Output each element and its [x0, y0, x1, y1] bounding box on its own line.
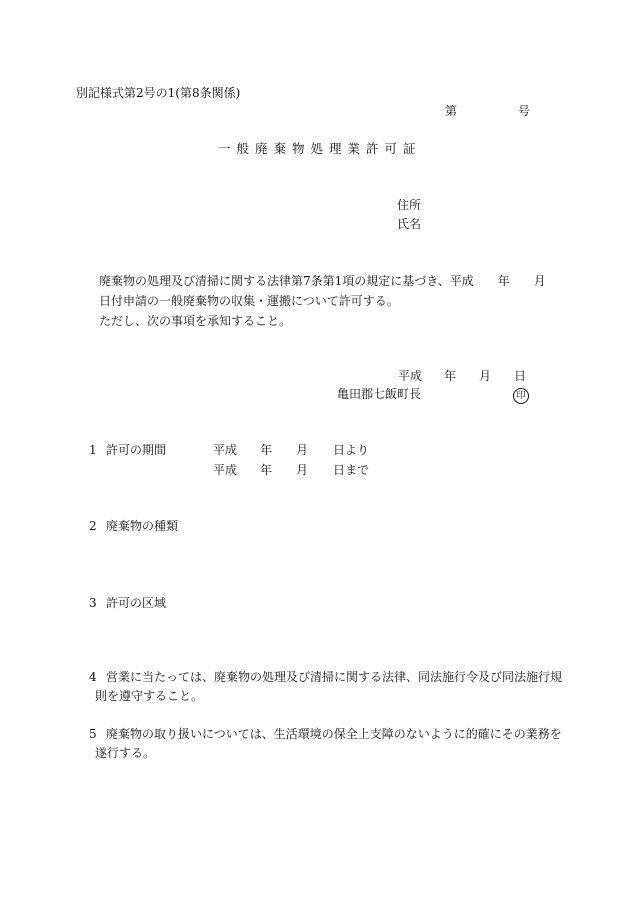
address-label: 住所	[397, 198, 422, 212]
issue-date-era: 平成	[398, 369, 423, 383]
item-4-line-1: 営業に当たっては、廃棄物の処理及び清掃に関する法律、同法施行令及び同法施行規	[106, 670, 563, 684]
item-1-label: 許可の期間	[106, 443, 167, 457]
period-from-era: 平成	[213, 443, 238, 457]
issue-date-month: 月	[479, 369, 492, 383]
period-from-year: 年	[260, 443, 273, 457]
permit-number-prefix: 第	[445, 104, 458, 118]
item-1-number: 1	[89, 443, 97, 457]
body-line-1: 廃棄物の処理及び清掃に関する法律第7条第1項の規定に基づき、平成 年 月	[99, 274, 546, 288]
item-3-number: 3	[89, 596, 97, 610]
period-to-month: 月	[296, 463, 309, 477]
item-3-label: 許可の区域	[106, 596, 167, 610]
form-label: 別記様式第2号の1(第8条関係)	[76, 86, 241, 100]
name-label: 氏名	[397, 217, 422, 231]
issue-date-day: 日	[514, 369, 527, 383]
document-title: 一般廃棄物処理業許可証	[218, 141, 422, 156]
body-line-2: 日付申請の一般廃棄物の収集・運搬について許可する。	[99, 294, 399, 308]
seal-mark	[513, 386, 529, 404]
item-4-line-2: 則を遵守すること。	[95, 689, 204, 703]
period-from-day: 日より	[333, 443, 370, 457]
item-4-number: 4	[89, 670, 97, 684]
period-to-day: 日まで	[333, 463, 370, 477]
period-from-month: 月	[296, 443, 309, 457]
seal-icon: 印	[513, 388, 529, 404]
issue-date-year: 年	[444, 369, 457, 383]
issuer-name: 亀田郡七飯町長	[337, 387, 422, 401]
period-to-era: 平成	[213, 463, 238, 477]
period-to-year: 年	[260, 463, 273, 477]
item-5-line-2: 遂行する。	[95, 746, 156, 760]
permit-number-suffix: 号	[518, 104, 531, 118]
item-2-number: 2	[89, 519, 97, 533]
body-line-3: ただし、次の事項を承知すること。	[99, 314, 292, 328]
item-5-number: 5	[89, 727, 97, 741]
item-2-label: 廃棄物の種類	[106, 519, 179, 533]
item-5-line-1: 廃棄物の取り扱いについては、生活環境の保全上支障のないように的確にその業務を	[106, 727, 562, 741]
